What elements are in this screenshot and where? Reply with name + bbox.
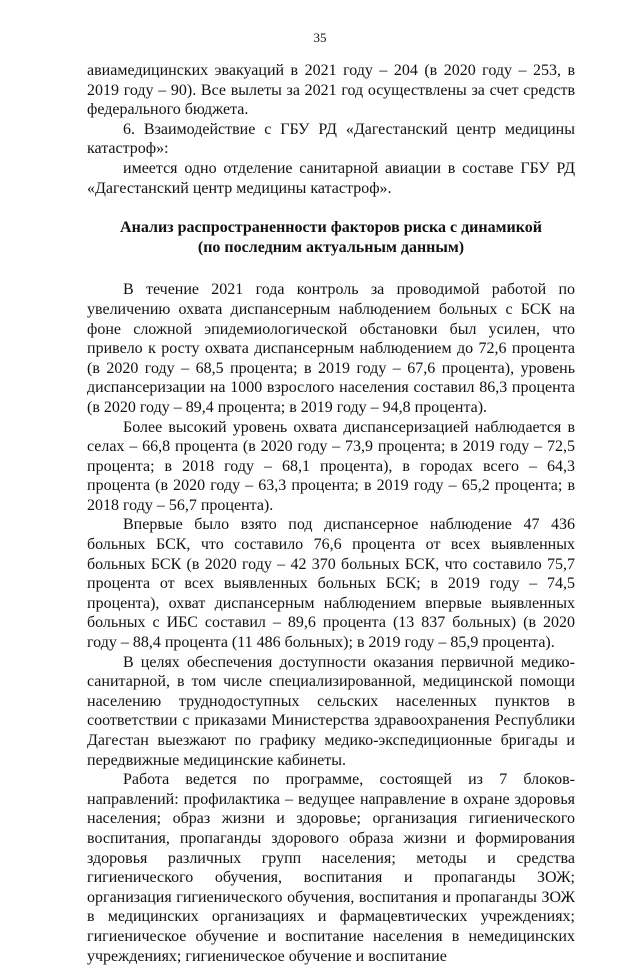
document-body — [87, 61, 575, 966]
section-heading-line-2: (по последним актуальным данным) — [197, 238, 465, 256]
page-number: 35 — [313, 30, 327, 45]
paragraph-new-patients: Впервые было взято под диспансерное наблюдение 47 436 больных БСК, что составило 76,6 процента от всех выявленных больных БСК (в 2020 году – 42 370 больных БСК, что составило 75,7 процента от всех выявленных больных БСК; в 2019 году – 74,5 процента), охват диспансерным наблюдением впервые выявленных больных с ИБС составил – 89,6 процента (13 837 больных) (в 2020 году – 88,4 процента (11 486 больных); в 2019 году – 85,9 процента). — [87, 516, 575, 652]
paragraph-program-blocks: Работа ведется по программе, состоящей из 7 блоков-направлений: профилактика – ведущее направление в охране здоровья населения; образ жизни и здоровье; организация гигиенического воспитания, пропаганды здорового образа жизни и формирования здоровья различных групп населения; методы и средства гигиенического обучения, воспитания и пропаганды ЗОЖ; организация гигиенического обучения, воспитания и пропаганды ЗОЖ в медицинских организациях и фармацевтических учреждениях; гигиеническое обучение и воспитание населения в немедицинских учреждениях; гигиеническое обучение и воспитание — [87, 771, 575, 965]
paragraph-medical-brigades: В целях обеспечения доступности оказания первичной медико-санитарной, в том числе специализированной, медицинской помощи населению труднодоступных сельских населенных пунктов в соответствии с приказами Министерства здравоохранения Республики Дагестан выезжают по графику медико-экспедиционные бригады и передвижные медицинские кабинеты. — [87, 653, 575, 769]
paragraph-evacuations: авиамедицинских эвакуаций в 2021 году – 204 (в 2020 году – 253, в 2019 году – 90). Все вылеты за 2021 год осуществлены за счет средств федерального бюджета. — [87, 62, 575, 119]
paragraph-interaction-item: 6. Взаимодействие с ГБУ РД «Дагестанский центр медицины катастроф»: — [87, 120, 575, 158]
section-heading-line-1: Анализ распространенности факторов риска с динамикой — [120, 219, 542, 237]
paragraph-dispensary-coverage: В течение 2021 года контроль за проводимой работой по увеличению охвата диспансерным наблюдением больных с БСК на фоне сложной эпидемиологической обстановки был усилен, что привело к росту охвата диспансерным наблюдением до 72,6 процента (в 2020 году – 68,5 процента; в 2019 году – 67,6 процента), уровень диспансеризации на 1000 взрослого населения составил 86,3 процента (в 2020 году – 89,4 процента; в 2019 году – 94,8 процента). — [87, 281, 575, 416]
paragraph-air-ambulance: имеется одно отделение санитарной авиации в составе ГБУ РД «Дагестанский центр медицины катастроф». — [87, 159, 575, 197]
paragraph-rural-urban-coverage: Более высокий уровень охвата диспансеризацией наблюдается в селах – 66,8 процента (в 2020 году – 73,9 процента; в 2019 году – 72,5 процента; в 2018 году – 68,1 процента), в городах всего – 64,3 процента (в 2020 году – 63,3 процента; в 2019 году – 65,2 процента; в 2018 году – 56,7 процента). — [87, 418, 575, 514]
